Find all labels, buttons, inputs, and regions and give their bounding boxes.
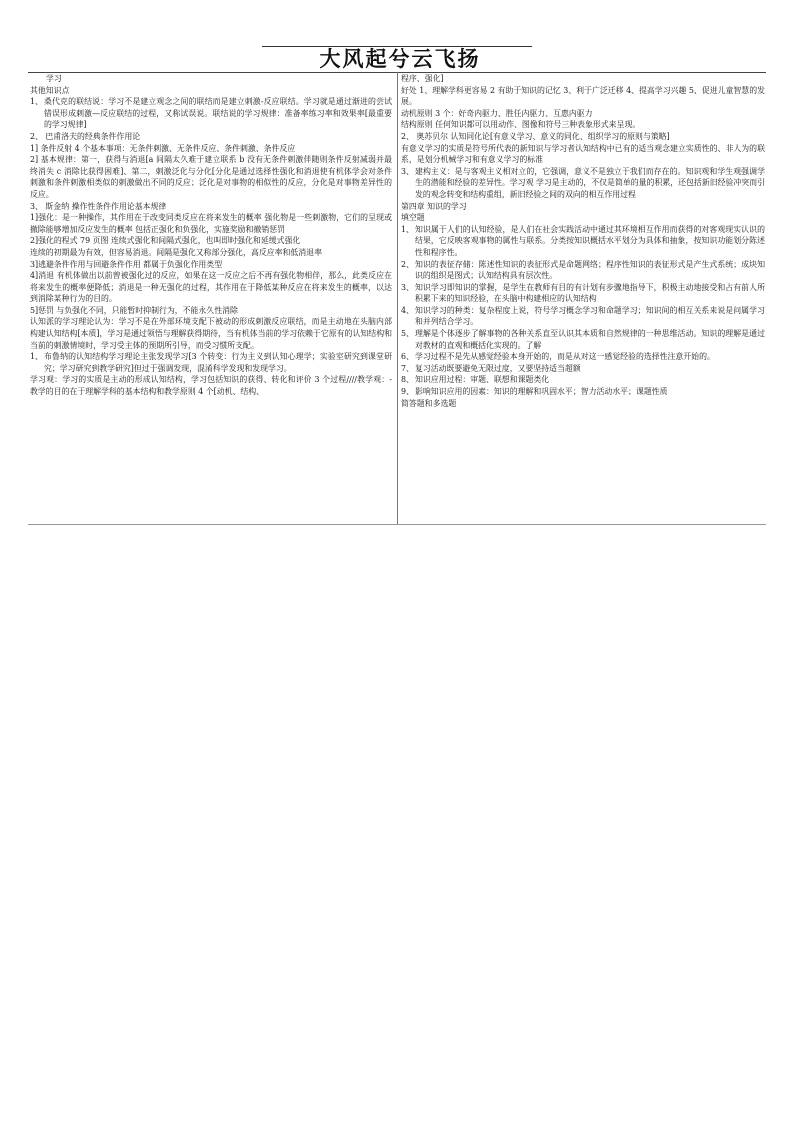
paragraph: 填空题: [401, 213, 425, 223]
item-text: 学习过程不是先从感觉经验本身开始的，而是从对这一感觉经验的选择性注意开始的。: [415, 352, 715, 362]
paragraph: 连续的初期最为有效，但容易消退。间隔是强化又称部分强化，高反应率和低消退率: [30, 247, 322, 257]
item-text: 理解是个体逐步了解事物的各种关系直至认识其本质和自然规律的一种思维活动。知识的理解是通过对教材的直观和概括化实现的。了解: [415, 329, 765, 350]
paragraph: 2、 巴甫洛夫的经典条件作用论: [30, 131, 141, 141]
item-text: 知识学习的种类：复杂程度上说，符号学习概念学习和命题学习；知识间的相互关系来说是问属学习和并列结合学习。: [415, 305, 765, 327]
paragraph: 程序、强化]: [401, 74, 444, 83]
paragraph: 1]强化：是一种操作，其作用在于改变同类反应在将来发生的概率 强化物是一些刺激物，它们的呈现或撤除能够增加反应发生的概率 包括正强化和负强化，实施奖励和撤销惩罚: [30, 213, 392, 234]
item-number: 6、: [401, 352, 414, 362]
right-column: [401, 73, 765, 409]
numbered-item: [401, 328, 765, 351]
item-number: 9、: [401, 387, 414, 397]
paragraph: 3、 斯金纳 操作性条件作用论基本规律: [30, 201, 167, 211]
numbered-item: [30, 96, 392, 131]
numbered-item: [401, 363, 765, 375]
numbered-item: [401, 374, 765, 386]
paragraph: 其他知识点: [30, 85, 70, 95]
numbered-item: [401, 259, 765, 282]
header-banner: 大风起兮云飞扬: [319, 46, 481, 71]
paragraph: 3]逃避条件作用与回避条件作用 都属于负强化作用类型: [30, 259, 223, 269]
column-divider: [397, 72, 398, 524]
paragraph: 2、 奥苏贝尔 认知同化论[有意义学习、意义的同化、组织学习的原则与策略]: [401, 131, 670, 141]
item-text: 布鲁纳的认知结构学习理论主张发现学习[3 个转变：行为主义到认知心理学；实验室研究到课堂研究；学习研究到教学研究]但过于强调发现，混淆科学发现和发现学习。: [44, 352, 392, 373]
numbered-item: [401, 166, 765, 201]
item-number: 1、: [30, 97, 43, 107]
numbered-item: [401, 282, 765, 305]
item-number: 8、: [401, 375, 414, 385]
paragraph: 有意义学习的实质是符号所代表的新知识与学习者认知结构中已有的适当观念建立实质性的、非人为的联系，是划分机械学习和有意义学习的标准: [401, 143, 765, 165]
item-number: 3、: [401, 166, 414, 176]
item-number: 7、: [401, 363, 414, 373]
item-text: 知识的表征存储：陈述性知识的表征形式是命题网络；程序性知识的表征形式是产生式系统；成块知识的组织是图式；认知结构具有层次性。: [415, 259, 765, 281]
paragraph: 学习观：学习的实质是主动的形成认知结构，学习包括知识的获得、转化和评价 3 个过程////教学观：-教学的目的在于理解学科的基本结构和教学原则 4 个[动机、结构、: [30, 375, 392, 397]
item-text: 影响知识应用的因素：知识的理解和巩固水平；智力活动水平；课题性质: [415, 387, 668, 397]
paragraph: 学习: [46, 74, 62, 83]
paragraph: 2]强化的程式 79 页图 连续式强化和间隔式强化，也叫即时强化和延缓式强化: [30, 236, 301, 246]
paragraph: 认知派的学习理论认为：学习不是在外部环境支配下被动的形成刺激反应联结，而是主动地在头脑内部构建认知结构[本质]，学习是通过领悟与理解获得期待，当有机体当前的学习依赖于它原有的认知结构和当前的刺激情境时，学习受主体的预期所引导，而受习惯所支配。: [30, 317, 392, 350]
numbered-item: [401, 386, 765, 398]
item-text: 桑代克的联结说：学习不是建立观念之间的联结而是建立刺激-反应联结。学习就是通过渐进的尝试错误形成刺激—反应联结的过程，又称试误说。联结说的学习规律：准备率练习率和效果率[最重要的学习规律]: [44, 97, 392, 130]
paragraph: 2] 基本规律：第一，获得与消退[a 间隔太久难于建立联系 b 没有无条件刺激伴随则条件反射减弱并最终消失 c 消除比获得困难]、第二，刺激泛化与分化[分化是通过选择性强化和消退使有机体学会对条件刺激和条件刺激相类似的刺激做出不同的反应；泛化是对事物的相似性的反应，分化是对事物差异性的反应。: [30, 155, 392, 199]
item-text: 建构主义：是与客观主义相对立的，它强调，意义不是独立于我们而存在的。知识观和学生观强调学生的潜能和经验的差异性。学习观 学习是主动的，不仅是简单的量的积累，还包括新旧经验冲突而引发的观念转变和结构重组，新旧经验之间的双向的相互作用过程: [415, 166, 765, 199]
paragraph: 结构原则 任何知识都可以用动作、图像和符号三种表象形式来呈现。: [401, 120, 641, 130]
numbered-item: [401, 224, 765, 259]
item-text: 复习活动既要避免无限过度，又要坚持适当超额: [415, 363, 581, 373]
item-number: 1、: [401, 224, 414, 234]
numbered-item: [401, 351, 765, 363]
item-text: 知识学习即知识的掌握，是学生在教师有目的有计划有步骤地指导下，积极主动地接受和占有前人所积累下来的知识经验，在头脑中构建相应的认知结构: [415, 282, 765, 304]
item-number: 5、: [401, 329, 414, 339]
content-bottom-rule: [28, 524, 766, 525]
item-number: 1、: [30, 352, 43, 362]
item-text: 知识属于人们的认知经验，是人们在社会实践活动中通过其环境相互作用而获得的对客观现实认识的结果，它反映客观事物的属性与联系。分类按知识概括水平划分为具体和抽象，按知识功能划分陈述性和程序性。: [415, 224, 765, 257]
paragraph: 第四章 知识的学习: [401, 201, 467, 211]
paragraph: 动机原则 3 个：好奇内驱力、胜任内驱力、互惠内驱力: [401, 108, 593, 118]
item-text: 知识应用过程：审题、联想和课题类化: [415, 375, 550, 385]
item-number: 4、: [401, 305, 414, 315]
paragraph: 1] 条件反射 4 个基本事项：无条件刺激、无条件反应、条件刺激、条件反应: [30, 143, 296, 153]
paragraph: 简答题和多选题: [401, 398, 457, 408]
item-number: 2、: [401, 259, 414, 269]
item-number: 3、: [401, 282, 414, 292]
numbered-item: [30, 351, 392, 374]
paragraph: 好处 1、理解学科更容易 2 有助于知识的记忆 3、利于广泛迁移 4、提高学习兴趣 5、促进儿童智慧的发展。: [401, 85, 765, 107]
numbered-item: [401, 305, 765, 328]
paragraph: 5]惩罚 与负强化不同，只能暂时抑制行为，不能永久性消除: [30, 305, 238, 315]
paragraph: 4]消退 有机体做出以前曾被强化过的反应，如果在这一反应之后不再有强化物相伴，那么，此类反应在将来发生的概率便降低；消退是一种无强化的过程，其作用在于降低某种反应在将来发生的概率，以达到消除某种行为的目的。: [30, 271, 392, 304]
left-column: [30, 73, 392, 398]
